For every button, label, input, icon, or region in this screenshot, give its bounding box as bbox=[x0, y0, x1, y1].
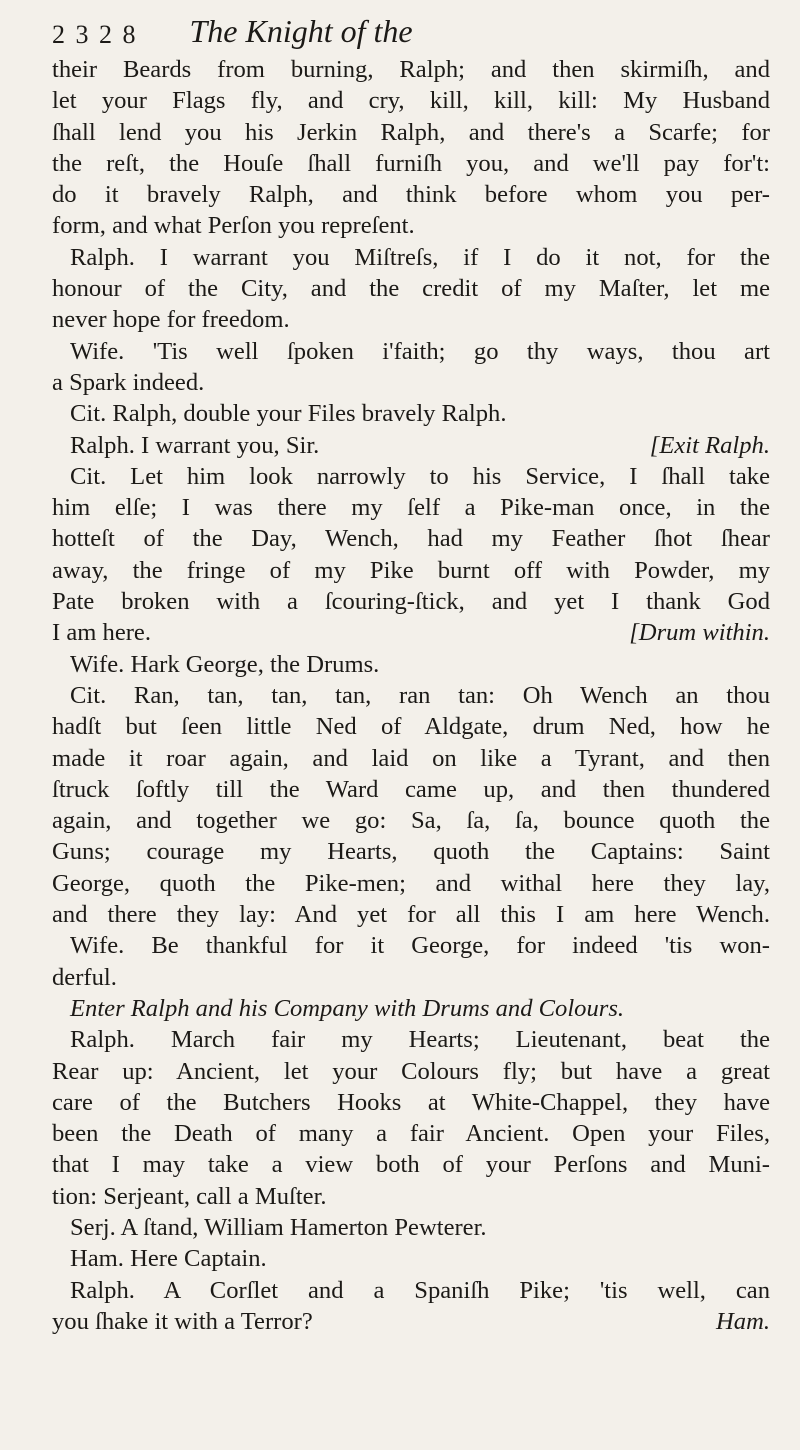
text-line: the reſt, the Houſe ſhall furniſh you, and we'll pay for't: bbox=[52, 149, 770, 177]
text-line: Wife. Be thankful for it George, for indeed 'tis won- bbox=[70, 932, 770, 960]
text-line: let your Flags fly, and cry, kill, kill, kill: My Husband bbox=[52, 87, 770, 115]
text-line: I am here. bbox=[52, 619, 151, 647]
text-line: ſtruck ſoftly till the Ward came up, and then thundered bbox=[52, 775, 770, 803]
text-line: Ralph. I warrant you, Sir. bbox=[70, 431, 320, 459]
text-line: hadſt but ſeen little Ned of Aldgate, drum Ned, how he bbox=[52, 713, 770, 741]
text-line: Ham. Here Captain. bbox=[70, 1245, 267, 1273]
text-line: again, and together we go: Sa, ſa, ſa, bounce quoth the bbox=[52, 807, 770, 835]
stage-direction-drum: [Drum within. bbox=[629, 619, 770, 647]
text-line: do it bravely Ralph, and think before whom you per- bbox=[52, 181, 770, 209]
stage-direction-exit: [Exit Ralph. bbox=[649, 431, 770, 459]
text-line: their Beards from burning, Ralph; and then skirmiſh, and bbox=[52, 56, 770, 83]
text-line: care of the Butchers Hooks at White-Chappel, they have bbox=[52, 1088, 770, 1116]
text-line: Cit. Let him look narrowly to his Service, I ſhall take bbox=[70, 462, 770, 490]
text-line: George, quoth the Pike-men; and withal here they lay, bbox=[52, 869, 770, 897]
text-line-with-direction bbox=[52, 617, 770, 648]
text-line: and there they lay: And yet for all this I am here Wench. bbox=[52, 901, 770, 929]
text-line: him elſe; I was there my ſelf a Pike-man once, in the bbox=[52, 494, 770, 522]
text-line: made it roar again, and laid on like a Tyrant, and then bbox=[52, 744, 770, 772]
text-line: been the Death of many a fair Ancient. Open your Files, bbox=[52, 1120, 770, 1148]
page-number: 2 3 2 8 bbox=[52, 20, 138, 49]
text-line: Rear up: Ancient, let your Colours fly; but have a great bbox=[52, 1057, 770, 1085]
text-line: Ralph. March fair my Hearts; Lieutenant, beat the bbox=[70, 1026, 770, 1054]
catchword: Ham. bbox=[716, 1307, 770, 1335]
running-title: The Knight of the bbox=[189, 13, 413, 49]
text-line: Serj. A ſtand, William Hamerton Pewterer. bbox=[70, 1213, 487, 1241]
text-line: away, the fringe of my Pike burnt off with Powder, my bbox=[52, 556, 770, 584]
text-line: Guns; courage my Hearts, quoth the Captains: Saint bbox=[52, 838, 770, 866]
text-line: hotteſt of the Day, Wench, had my Feather ſhot ſhear bbox=[52, 525, 770, 553]
text-line: Cit. Ralph, double your Files bravely Ralph. bbox=[70, 400, 507, 428]
body-text bbox=[52, 54, 770, 1337]
text-line: ſhall lend you his Jerkin Ralph, and there's a Scarfe; for bbox=[52, 118, 770, 146]
text-line: tion: Serjeant, call a Muſter. bbox=[52, 1182, 327, 1210]
text-line: form, and what Perſon you repreſent. bbox=[52, 212, 415, 240]
running-head bbox=[52, 0, 770, 50]
text-line: you ſhake it with a Terror? bbox=[52, 1307, 313, 1335]
text-line: that I may take a view both of your Perſons and Muni- bbox=[52, 1151, 770, 1179]
text-line-with-catchword bbox=[52, 1306, 770, 1337]
stage-direction-enter: Enter Ralph and his Company with Drums and Colours. bbox=[70, 994, 625, 1022]
text-line-with-direction bbox=[52, 430, 770, 461]
text-line: Ralph. I warrant you Miſtreſs, if I do it not, for the bbox=[70, 243, 770, 271]
text-line: Cit. Ran, tan, tan, tan, ran tan: Oh Wench an thou bbox=[70, 681, 770, 709]
text-line: Pate broken with a ſcouring-ſtick, and yet I thank God bbox=[52, 588, 770, 616]
text-line: Wife. 'Tis well ſpoken i'faith; go thy ways, thou art bbox=[70, 337, 770, 365]
text-line: a Spark indeed. bbox=[52, 368, 205, 396]
text-line: derful. bbox=[52, 963, 117, 991]
text-line: Wife. Hark George, the Drums. bbox=[70, 650, 380, 678]
text-line: never hope for freedom. bbox=[52, 306, 290, 334]
text-line: honour of the City, and the credit of my Maſter, let me bbox=[52, 275, 770, 303]
text-line: Ralph. A Corſlet and a Spaniſh Pike; 'tis well, can bbox=[70, 1276, 770, 1304]
